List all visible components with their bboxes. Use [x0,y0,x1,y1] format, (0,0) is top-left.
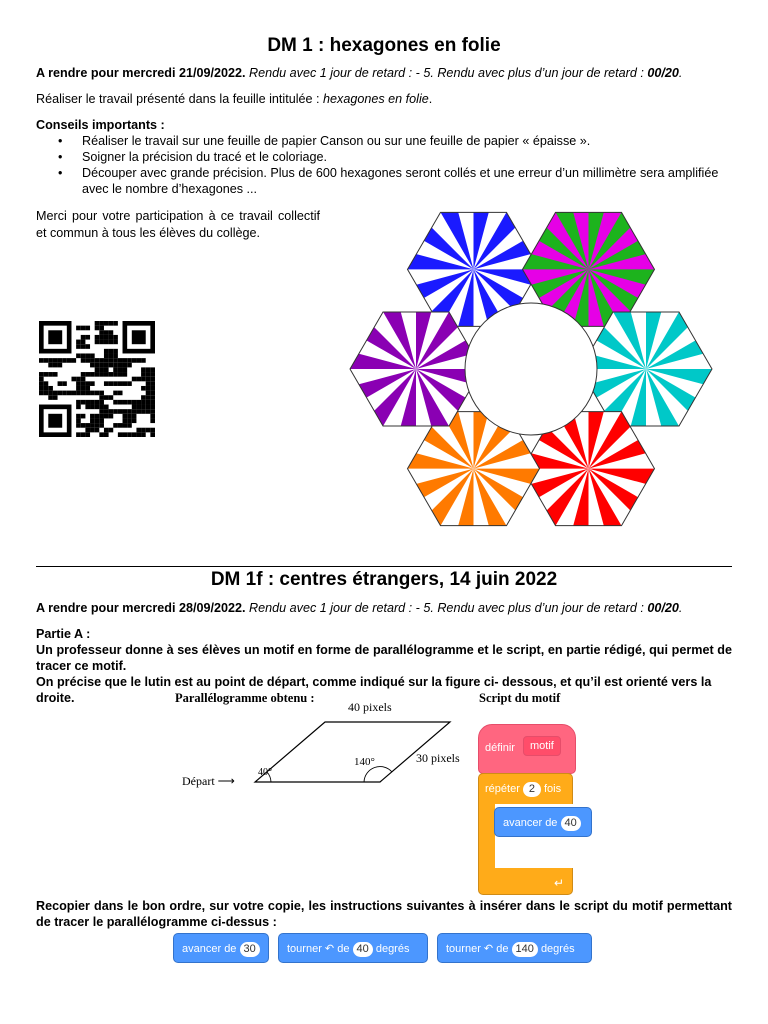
figure-title: Parallélogramme obtenu : [175,691,315,705]
move-value: 40 [561,816,581,831]
dm1f-title: DM 1f : centres étrangers, 14 juin 2022 [210,569,558,590]
define-block: définir motif [478,724,576,774]
move-block[interactable]: avancer de 40 [494,807,592,837]
section-divider [36,566,732,567]
define-name-slot: motif [523,736,561,756]
dm1-task-line: Réaliser le travail présenté dans la feuille intitulée : hexagones en folie. [36,92,433,106]
dm1-due-line: A rendre pour mercredi 21/09/2022. Rendu avec 1 jour de retard : - 5. Rendu avec plus d’un jour de retard : 00/20. [36,66,683,80]
repeat-arrow-icon: ↵ [553,876,564,890]
repeat-block: répéter 2 fois ↵ [478,773,573,895]
dm1f-paragraph-2: On précise que le lutin est au point de départ, comme indiqué sur la figure ci- dessous, et qu’il est orienté vers la droite. [36,675,712,705]
hexagon-artwork [330,185,732,553]
block-avancer-30[interactable]: avancer de 30 [173,933,269,963]
rotate-left-icon: ↶ [324,943,335,955]
label-40-pixels: 40 pixels [348,700,392,714]
angle-arc-140 [364,767,392,782]
dm1-due-date: A rendre pour mercredi 21/09/2022. [36,66,246,80]
rotate-left-icon: ↶ [483,943,494,955]
label-depart: Départ ⟶ [182,774,235,788]
dm1f-part-a: Partie A : [36,627,91,641]
dm1-late-text: Rendu avec 1 jour de retard : - 5. Rendu avec plus d’un jour de retard : [245,66,648,80]
dm1-tips-title: Conseils importants : [36,118,165,132]
dm1f-paragraph-1: Un professeur donne à ses élèves un motif en forme de parallélogramme et le script, en partie rédigé, qui permet de tracer ce motif. [36,643,732,673]
dm1-title: DM 1 : hexagones en folie [267,35,501,56]
arrow-right-icon: ⟶ [217,774,235,788]
label-140-degrees: 140° [354,756,375,768]
label-40-degrees: 40° [258,767,272,778]
block-tourner-140[interactable]: tourner ↶ de 140 degrés [437,933,592,963]
dm1f-instruction: Recopier dans le bon ordre, sur votre copie, les instructions suivantes à insérer dans le script du motif permettant de tracer le parallélogramme ci-dessus : [36,899,732,929]
dm1-late-score: 00/20 [647,66,679,80]
label-30-pixels: 30 pixels [416,751,460,765]
list-item: • Soigner la précision du tracé et le coloriage. [54,149,734,165]
dm1-task-sheet: hexagones en folie [323,92,429,106]
list-item: • Réaliser le travail sur une feuille de papier Canson ou sur une feuille de papier « épaisse ». [54,133,734,149]
repeat-count: 2 [523,782,541,797]
qr-code [36,321,158,437]
dm1-thanks: Merci pour votre participation à ce travail collectif et commun à tous les élèves du collège. [36,209,320,240]
list-item: • Découper avec grande précision. Plus de 600 hexagones seront collés et une erreur d’un millimètre sera amplifiée avec le nombre d’hexagones ... [54,165,734,197]
block-tourner-40[interactable]: tourner ↶ de 40 degrés [278,933,428,963]
script-title: Script du motif [479,691,561,705]
dm1f-due-line: A rendre pour mercredi 28/09/2022. Rendu avec 1 jour de retard : - 5. Rendu avec plus d’un jour de retard : 00/20. [36,601,683,615]
